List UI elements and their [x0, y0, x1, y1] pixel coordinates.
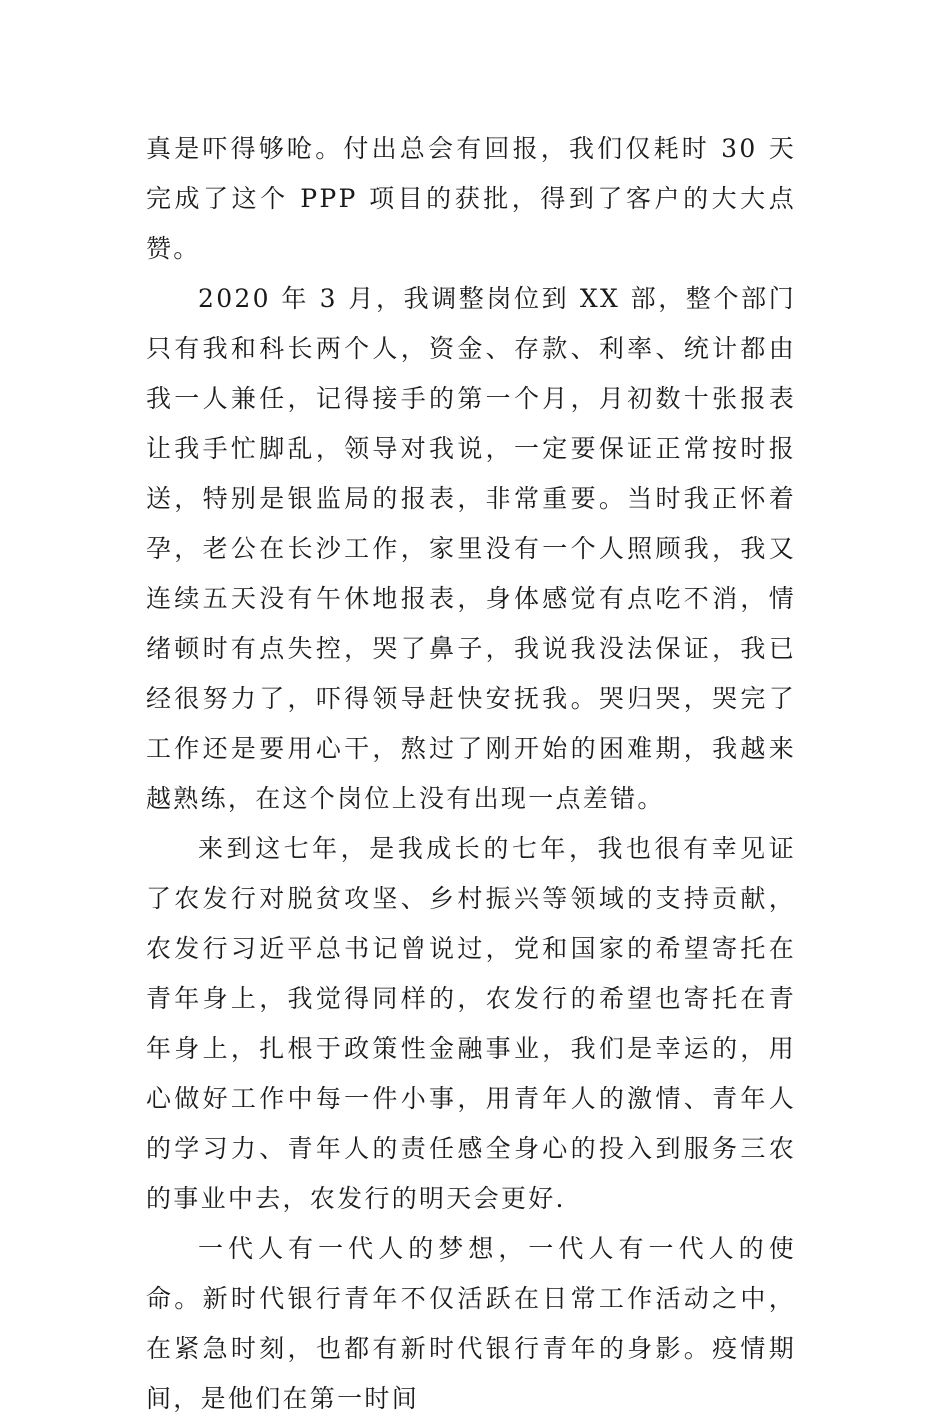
paragraph-2: 2020 年 3 月，我调整岗位到 XX 部，整个部门只有我和科长两个人，资金、存款、利率、统计都由我一人兼任，记得接手的第一个月，月初数十张报表让我手忙脚乱，领导对我说，一定要保证正常按时报送，特别是银监局的报表，非常重要。当时我正怀着孕，老公在长沙工作，家里没有一个人照顾我，我又连续五天没有午休地报表，身体感觉有点吃不消，情绪顿时有点失控，哭了鼻子，我说我没法保证，我已经很努力了，吓得领导赶快安抚我。哭归哭，哭完了工作还是要用心干，熬过了刚开始的困难期，我越来越熟练，在这个岗位上没有出现一点差错。 — [146, 284, 796, 813]
body-text — [146, 124, 796, 1424]
paragraph-1: 真是吓得够呛。付出总会有回报，我们仅耗时 30 天完成了这个 PPP 项目的获批，得到了客户的大大点赞。 — [146, 134, 796, 263]
paragraph-3: 来到这七年，是我成长的七年，我也很有幸见证了农发行对脱贫攻坚、乡村振兴等领域的支持贡献，农发行习近平总书记曾说过，党和国家的希望寄托在青年身上，我觉得同样的，农发行的希望也寄托在青年身上，扎根于政策性金融事业，我们是幸运的，用心做好工作中每一件小事，用青年人的激情、青年人的学习力、青年人的责任感全身心的投入到服务三农的事业中去，农发行的明天会更好. — [146, 834, 796, 1213]
paragraph-4: 一代人有一代人的梦想，一代人有一代人的使命。新时代银行青年不仅活跃在日常工作活动之中，在紧急时刻，也都有新时代银行青年的身影。疫情期间，是他们在第一时间 — [146, 1234, 796, 1413]
